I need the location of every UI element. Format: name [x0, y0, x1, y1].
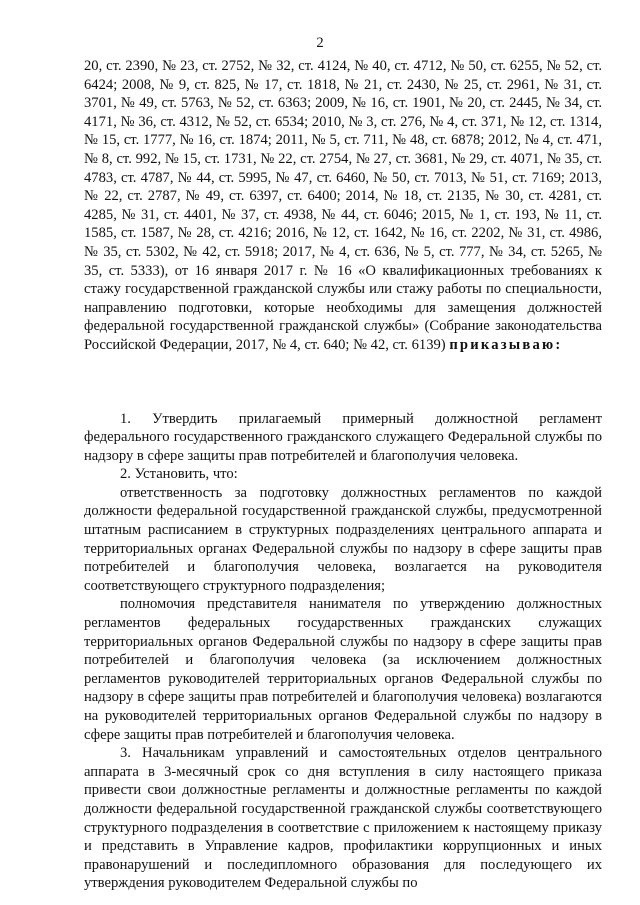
- paragraph-2-authority: полномочия представителя нанимателя по утверждению должностных регламентов федеральных государственных гражданских служащих территориальных органов Федеральной службы по надзору в сфере защиты прав потребителей и благополучия человека (за исключением должностных регламентов руководителей территориальных органов Федеральной службы по надзору в сфере защиты прав потребителей и благополучия человека) возлагаются на руководителей территориальных органов Федеральной службы по надзору в сфере защиты прав потребителей и благополучия человека.: [84, 596, 602, 743]
- intro-text: 20, ст. 2390, № 23, ст. 2752, № 32, ст. 4124, № 40, ст. 4712, № 50, ст. 6255, № 52, ст. 6424; 2008, № 9, ст. 825, № 17, ст. 1818, № 21, ст. 2430, № 25, ст. 2961, № 31, ст. 3701, № 49, ст. 5763, № 52, ст. 6363; 2009, № 16, ст. 1901, № 20, ст. 2445, № 34, ст. 4171, № 36, ст. 4312, № 52, ст. 6534; 2010, № 3, ст. 276, № 4, ст. 371, № 12, ст. 1314, № 15, ст. 1777, № 16, ст. 1874; 2011, № 5, ст. 711, № 48, ст. 6878; 2012, № 4, ст. 471, № 8, ст. 992, № 15, ст. 1731, № 22, ст. 2754, № 27, ст. 3681, № 29, ст. 4071, № 35, ст. 4783, ст. 4787, № 44, ст. 5995, № 47, ст. 6460, № 50, ст. 7013, № 51, ст. 7169; 2013, № 22, ст. 2787, № 49, ст. 6397, ст. 6400; 2014, № 18, ст. 2135, № 30, ст. 4281, ст. 4285, № 31, ст. 4401, № 37, ст. 4938, № 44, ст. 6046; 2015, № 1, ст. 193, № 11, ст. 1585, ст. 1587, № 28, ст. 4216; 2016, № 12, ст. 1642, № 16, ст. 2202, № 31, ст. 4986, № 35, ст. 5302, № 42, ст. 5918; 2017, № 4, ст. 636, № 5, ст. 777, № 34, ст. 5265, № 35, ст. 5333), от 16 января 2017 г. № 16 «О квалификационных требованиях к стажу государственной гражданской службы или стажу работы по специальности, направлению подготовки, которые необходимы для замещения должностей федеральной государственной гражданской службы» (Собрание законодательства Российской Федерации, 2017, № 4, ст. 640; № 42, ст. 6139): [84, 58, 602, 353]
- paragraph-gap: [84, 355, 602, 410]
- paragraph-1: 1. Утвердить прилагаемый примерный должностной регламент федерального государственного гражданского служащего Федеральной службы по надзору в сфере защиты прав потребителей и благополучия человека.: [84, 410, 602, 464]
- order-word: приказываю:: [449, 336, 563, 353]
- paragraph-2-responsibility: ответственность за подготовку должностных регламентов по каждой должности федеральной государственной гражданской службы, предусмотренной штатным расписанием в структурных подразделениях центрального аппарата и территориальных органах Федеральной службы по надзору в сфере защиты прав потребителей и благополучия человека, возлагается на руководителя соответствующего структурного подразделения;: [84, 484, 602, 594]
- paragraph-3: 3. Начальникам управлений и самостоятельных отделов центрального аппарата в 3-месячный срок со дня вступления в силу настоящего приказа привести свои должностные регламенты и должностные регламенты по каждой должности федеральной государственной гражданской службы соответствующего структурного подразделения в соответствие с приложением к настоящему приказу и представить в Управление кадров, профилактики коррупционных и иных правонарушений и последипломного образования для последующего их утверждения руководителем Федеральной службы по: [84, 745, 602, 892]
- document-body: [84, 57, 602, 893]
- paragraph-2: 2. Установить, что:: [120, 466, 238, 483]
- intro-paragraph: [84, 57, 602, 355]
- page-number: 2: [316, 35, 324, 51]
